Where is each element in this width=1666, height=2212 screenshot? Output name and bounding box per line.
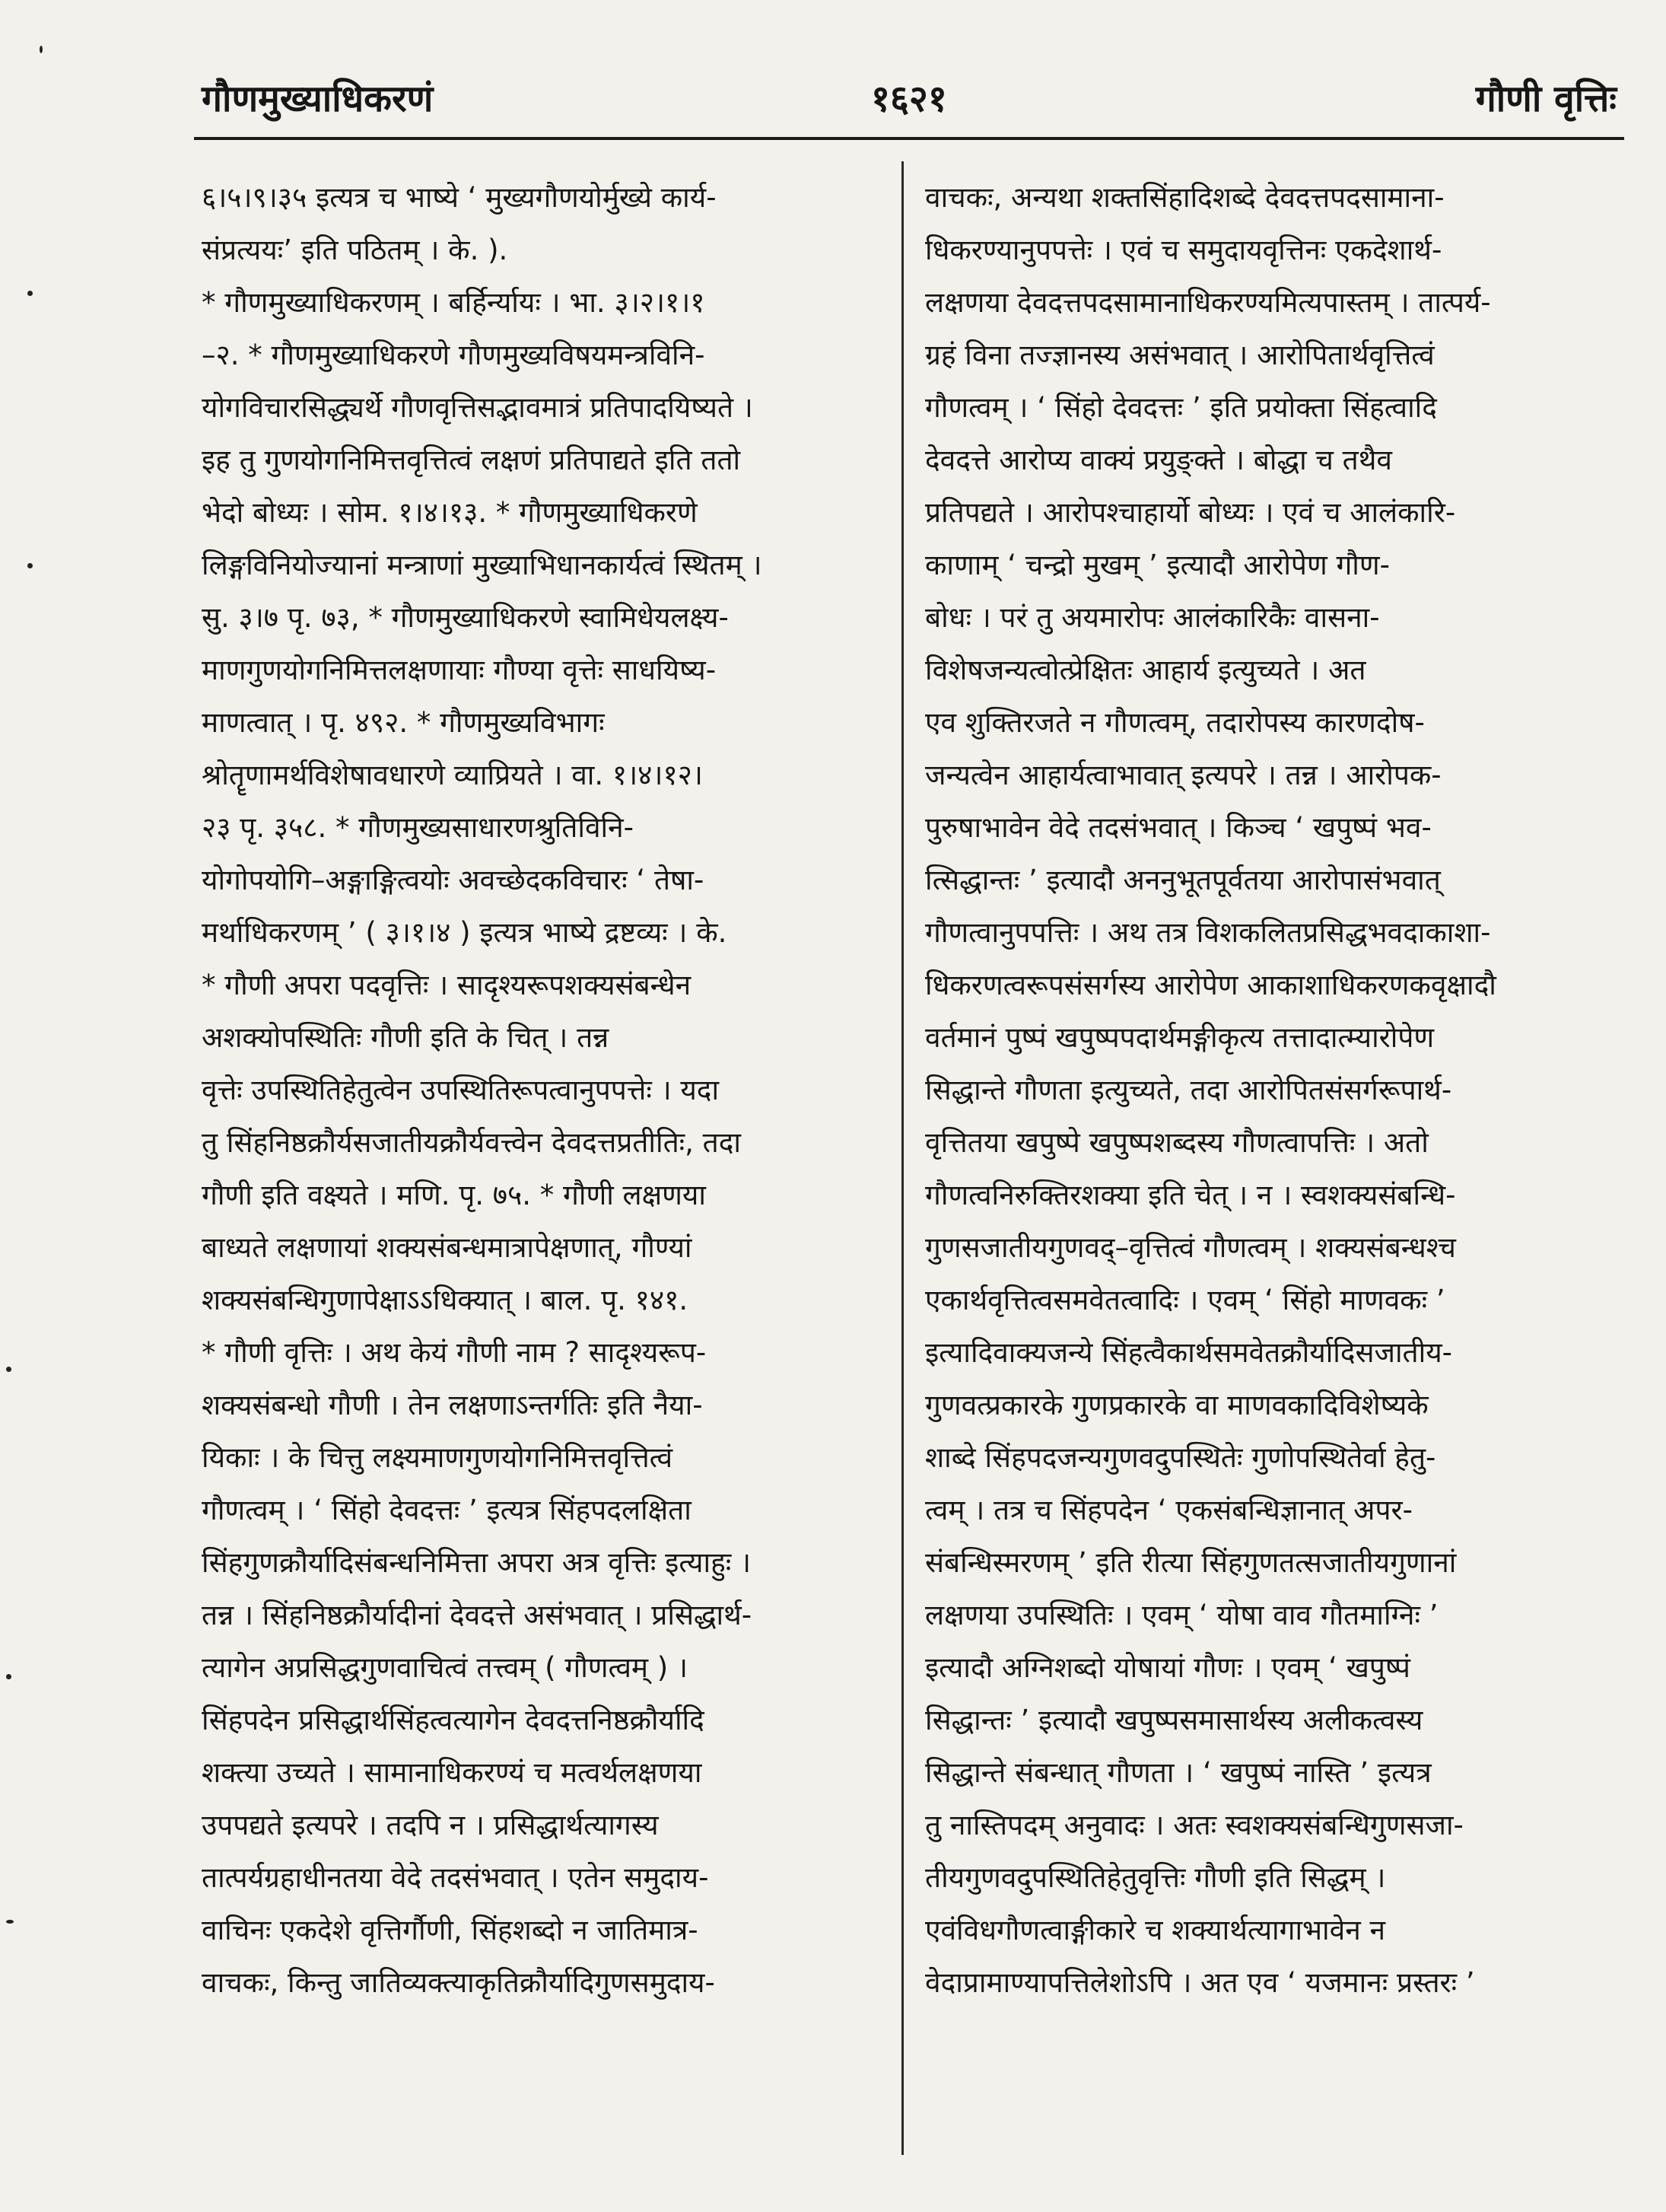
- text-line: श्रोतॄणामर्थविशेषावधारणे व्याप्रियते । वा. १।४।१२।: [202, 759, 703, 791]
- text-line: सिद्धान्ते गौणता इत्युच्यते, तदा आरोपितसंसर्गरूपार्थ-: [925, 1074, 1452, 1106]
- right-column: [925, 171, 1610, 2009]
- text-line: एव शुक्तिरजते न गौणत्वम्, तदारोपस्य कारणदोष-: [925, 706, 1425, 739]
- text-line: ६।५।९।३५ इत्यत्र च भाष्ये ‘ मुख्यगौणयोर्मुख्ये कार्य-: [202, 181, 717, 214]
- margin-dot: [27, 563, 33, 568]
- text-line: वाचकः, अन्यथा शक्तसिंहादिशब्दे देवदत्तपदसामाना-: [925, 181, 1445, 214]
- text-line: गौणत्वम् । ‘ सिंहो देवदत्तः ’ इति प्रयोक्ता सिंहत्वादि: [925, 391, 1437, 424]
- text-line: २३ पृ. ३५८. * गौणमुख्यसाधारणश्रुतिविनि-: [202, 811, 634, 844]
- margin-dot: [27, 291, 33, 296]
- text-line: संबन्धिस्मरणम् ’ इति रीत्या सिंहगुणतत्सजातीयगुणानां: [925, 1546, 1457, 1579]
- text-line: प्रतिपद्यते । आरोपश्चाहार्यो बोध्यः । एवं च आलंकारि-: [925, 496, 1456, 529]
- text-line: वाचिनः एकदेशे वृत्तिर्गौणी, सिंहशब्दो न जातिमात्र-: [202, 1914, 698, 1946]
- text-line: तु सिंहनिष्ठक्रौर्यसजातीयक्रौर्यवत्त्वेन देवदत्तप्रतीतिः, तदा: [202, 1126, 741, 1159]
- text-line: बोधः । परं तु अयमारोपः आलंकारिकैः वासना-: [925, 601, 1380, 634]
- header-entry-title: गौणी वृत्तिः: [1475, 78, 1617, 120]
- text-line: काणाम् ‘ चन्द्रो मुखम् ’ इत्यादौ आरोपेण गौण-: [925, 549, 1390, 581]
- text-line: त्वम् । तत्र च सिंहपदेन ‘ एकसंबन्धिज्ञानात् अपर-: [925, 1494, 1413, 1526]
- text-line: ग्रहं विना तज्ज्ञानस्य असंभवात् । आरोपितार्थवृत्तित्वं: [925, 339, 1435, 371]
- text-line: शक्यसंबन्धो गौणी । तेन लक्षणाऽन्तर्गतिः इति नैया-: [202, 1389, 703, 1421]
- text-line: शाब्दे सिंहपदजन्यगुणवदुपस्थितेः गुणोपस्थितेर्वा हेतु-: [925, 1441, 1436, 1474]
- text-line: लिङ्गविनियोज्यानां मन्त्राणां मुख्याभिधानकार्यत्वं स्थितम् ।: [202, 549, 762, 581]
- text-line: अशक्योपस्थितिः गौणी इति के चित् । तन्न: [202, 1021, 609, 1054]
- margin-dot: [6, 1920, 14, 1924]
- text-line: इत्यादिवाक्यजन्ये सिंहत्वैकार्थसमवेतक्रौर्यादिसजातीय-: [925, 1336, 1453, 1369]
- text-line: एकार्थवृत्तित्वसमवेतत्वादिः । एवम् ‘ सिंहो माणवकः ’: [925, 1284, 1445, 1316]
- text-line: * गौणी वृत्तिः । अथ केयं गौणी नाम ? सादृश्यरूप-: [202, 1336, 707, 1369]
- text-line: गुणसजातीयगुणवद्–वृत्तित्वं गौणत्वम् । शक्यसंबन्धश्च: [925, 1231, 1456, 1264]
- margin-dot: [6, 1367, 11, 1372]
- text-line: तीयगुणवदुपस्थितिहेतुवृत्तिः गौणी इति सिद्धम् ।: [925, 1861, 1386, 1894]
- text-line: लक्षणया देवदत्तपदसामानाधिकरण्यमित्यपास्तम् । तात्पर्य-: [925, 286, 1491, 319]
- text-line: सु. ३।७ पृ. ७३, * गौणमुख्याधिकरणे स्वामिधेयलक्ष्य-: [202, 601, 729, 634]
- header-section-title: गौणमुख्याधिकरणं: [202, 78, 434, 120]
- page-number: १६२१: [871, 78, 947, 120]
- text-line: यिकाः । के चित्तु लक्ष्यमाणगुणयोगनिमित्तवृत्तित्वं: [202, 1441, 673, 1474]
- text-line: वेदाप्रामाण्यापत्तिलेशोऽपि । अत एव ‘ यजमानः प्रस्तरः ’: [925, 1966, 1475, 1999]
- text-line: वर्तमानं पुष्पं खपुष्पपदार्थमङ्गीकृत्य तत्तादात्म्यारोपेण: [925, 1021, 1435, 1054]
- text-line: योगोपयोगि–अङ्गाङ्गित्वयोः अवच्छेदकविचारः ‘ तेषा-: [202, 864, 704, 896]
- text-line: त्सिद्धान्तः ’ इत्यादौ अननुभूतपूर्वतया आरोपासंभवात्: [925, 864, 1441, 896]
- text-line: एवंविधगौणत्वाङ्गीकारे च शक्यार्थत्यागाभावेन न: [925, 1914, 1386, 1946]
- text-line: तन्न । सिंहनिष्ठक्रौर्यादीनां देवदत्ते असंभवात् । प्रसिद्धार्थ-: [202, 1599, 752, 1631]
- text-line: वृत्तेः उपस्थितिहेतुत्वेन उपस्थितिरूपत्वानुपपत्तेः । यदा: [202, 1074, 720, 1106]
- text-line: इह तु गुणयोगनिमित्तवृत्तित्वं लक्षणं प्रतिपाद्यते इति ततो: [202, 444, 741, 476]
- text-line: वृत्तितया खपुष्पे खपुष्पशब्दस्य गौणत्वापत्तिः । अतो: [925, 1126, 1429, 1159]
- text-line: पुरुषाभावेन वेदे तदसंभवात् । किञ्च ‘ खपुष्पं भव-: [925, 811, 1432, 844]
- text-line: सिंहगुणक्रौर्यादिसंबन्धनिमित्ता अपरा अत्र वृत्तिः इत्याहुः ।: [202, 1546, 751, 1579]
- running-header: [202, 73, 1617, 134]
- text-line: उपपद्यते इत्यपरे । तदपि न । प्रसिद्धार्थत्यागस्य: [202, 1809, 659, 1841]
- text-line: सिद्धान्ते संबन्धात् गौणता । ‘ खपुष्पं नास्ति ’ इत्यत्र: [925, 1756, 1432, 1789]
- text-line: योगविचारसिद्ध्यर्थे गौणवृत्तिसद्भावमात्रं प्रतिपादयिष्यते ।: [202, 391, 753, 424]
- text-line: शक्त्या उच्यते । सामानाधिकरण्यं च मत्वर्थलक्षणया: [202, 1756, 702, 1789]
- text-line: धिकरण्यानुपपत्तेः । एवं च समुदायवृत्तिनः एकदेशार्थ-: [925, 234, 1442, 266]
- text-line: गुणवत्प्रकारके गुणप्रकारके वा माणवकादिविशेष्यके: [925, 1389, 1429, 1421]
- text-line: बाध्यते लक्षणायां शक्यसंबन्धमात्रापेक्षणात्, गौण्यां: [202, 1231, 692, 1264]
- text-line: धिकरणत्वरूपसंसर्गस्य आरोपेण आकाशाधिकरणकवृक्षादौ: [925, 969, 1496, 1001]
- text-line: वाचकः, किन्तु जातिव्यक्त्याकृतिक्रौर्यादिगुणसमुदाय-: [202, 1966, 715, 1999]
- text-line: लक्षणया उपस्थितिः । एवम् ‘ योषा वाव गौतमाग्निः ’: [925, 1599, 1439, 1631]
- text-line: भेदो बोध्यः । सोम. १।४।१३. * गौणमुख्याधिकरणे: [202, 496, 698, 529]
- text-line: * गौणमुख्याधिकरणम् । बर्हिर्न्यायः । भा. ३।२।१।१: [202, 286, 705, 319]
- text-line: विशेषजन्यत्वोत्प्रेक्षितः आहार्य इत्युच्यते । अत: [925, 654, 1366, 686]
- text-line: गौणी इति वक्ष्यते । मणि. पृ. ७५. * गौणी लक्षणया: [202, 1179, 706, 1211]
- text-line: तात्पर्यग्रहाधीनतया वेदे तदसंभवात् । एतेन समुदाय-: [202, 1861, 709, 1894]
- text-line: गौणत्वनिरुक्तिरशक्या इति चेत् । न । स्वशक्यसंबन्धि-: [925, 1179, 1456, 1211]
- text-line: गौणत्वानुपपत्तिः । अथ तत्र विशकलितप्रसिद्धभवदाकाशा-: [925, 916, 1491, 949]
- left-column: [202, 171, 894, 2009]
- margin-dot: [40, 46, 43, 53]
- text-line: सिद्धान्तः ’ इत्यादौ खपुष्पसमासार्थस्य अलीकत्वस्य: [925, 1704, 1423, 1736]
- text-line: त्यागेन अप्रसिद्धगुणवाचित्वं तत्त्वम् ( गौणत्वम् ) ।: [202, 1651, 688, 1684]
- text-line: माणगुणयोगनिमित्तलक्षणायाः गौण्या वृत्तेः साधयिष्य-: [202, 654, 717, 686]
- margin-dot: [6, 1674, 11, 1679]
- text-line: देवदत्ते आरोप्य वाक्यं प्रयुङ्क्ते । बोद्धा च तथैव: [925, 444, 1392, 476]
- text-line: जन्यत्वेन आहार्यत्वाभावात् इत्यपरे । तन्न । आरोपक-: [925, 759, 1442, 791]
- text-line: गौणत्वम् । ‘ सिंहो देवदत्तः ’ इत्यत्र सिंहपदलक्षिता: [202, 1494, 692, 1526]
- header-rule: [194, 137, 1624, 140]
- text-line: माणत्वात् । पृ. ४९२. * गौणमुख्यविभागः: [202, 706, 605, 739]
- text-line: सिंहपदेन प्रसिद्धार्थसिंहत्वत्यागेन देवदत्तनिष्ठक्रौर्यादि: [202, 1704, 704, 1736]
- text-line: इत्यादौ अग्निशब्दो योषायां गौणः । एवम् ‘ खपुष्पं: [925, 1651, 1410, 1684]
- text-line: –२. * गौणमुख्याधिकरणे गौणमुख्यविषयमन्त्रविनि-: [202, 339, 705, 371]
- text-line: शक्यसंबन्धिगुणापेक्षाऽऽधिक्यात् । बाल. पृ. १४१.: [202, 1284, 688, 1316]
- text-line: संप्रत्ययः’ इति पठितम् । के. ).: [202, 234, 508, 266]
- text-line: * गौणी अपरा पदवृत्तिः । सादृश्यरूपशक्यसंबन्धेन: [202, 969, 692, 1001]
- text-line: मर्थाधिकरणम् ’ ( ३।१।४ ) इत्यत्र भाष्ये द्रष्टव्यः । के.: [202, 916, 727, 949]
- column-divider: [901, 161, 904, 2155]
- text-line: तु नास्तिपदम् अनुवादः । अतः स्वशक्यसंबन्धिगुणसजा-: [925, 1809, 1464, 1841]
